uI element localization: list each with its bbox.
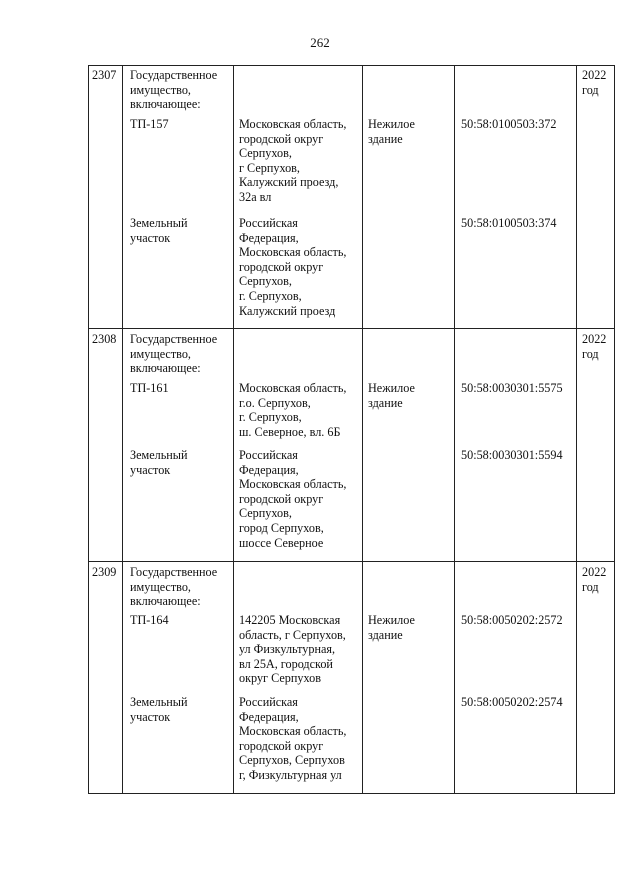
item-name: Земельный участок <box>130 216 188 245</box>
item-cadastral: 50:58:0100503:372 <box>461 117 557 131</box>
item-type: Нежилое здание <box>368 381 415 410</box>
row-divider <box>88 328 615 329</box>
item-type: Нежилое здание <box>368 117 415 146</box>
table-border-top <box>88 65 615 66</box>
item-name: Земельный участок <box>130 448 188 477</box>
item-name: Земельный участок <box>130 695 188 724</box>
row-number: 2307 <box>92 68 117 82</box>
row-year: 2022 год <box>582 565 607 594</box>
column-divider <box>122 65 123 794</box>
row-title: Государственное имущество, включающее: <box>130 565 218 609</box>
column-divider <box>362 65 363 794</box>
row-number: 2309 <box>92 565 117 579</box>
row-year: 2022 год <box>582 332 607 361</box>
row-title: Государственное имущество, включающее: <box>130 68 218 112</box>
item-name: ТП-161 <box>130 381 169 395</box>
item-cadastral: 50:58:0100503:374 <box>461 216 557 230</box>
item-cadastral: 50:58:0050202:2572 <box>461 613 563 627</box>
item-address: Московская область, г.о. Серпухов, г. Серпухов, ш. Северное, вл. 6Б <box>239 381 347 439</box>
table-border-bottom <box>88 793 615 794</box>
item-type: Нежилое здание <box>368 613 415 642</box>
item-name: ТП-157 <box>130 117 169 131</box>
row-title: Государственное имущество, включающее: <box>130 332 218 376</box>
item-address: Российская Федерация, Московская область, городской округ Серпухов, г. Серпухов, Калужский проезд <box>239 216 347 318</box>
page-number: 262 <box>310 35 330 50</box>
table-border-right <box>614 65 615 794</box>
item-cadastral: 50:58:0030301:5594 <box>461 448 563 462</box>
table-border-left <box>88 65 89 794</box>
item-cadastral: 50:58:0030301:5575 <box>461 381 563 395</box>
item-name: ТП-164 <box>130 613 169 627</box>
item-address: Российская Федерация, Московская область, городской округ Серпухов, Серпухов г, Физкультурная ул <box>239 695 347 782</box>
column-divider <box>576 65 577 794</box>
column-divider <box>233 65 234 794</box>
item-cadastral: 50:58:0050202:2574 <box>461 695 563 709</box>
item-address: Московская область, городской округ Серпухов, г Серпухов, Калужский проезд, 32а вл <box>239 117 347 204</box>
row-number: 2308 <box>92 332 117 346</box>
row-divider <box>88 561 615 562</box>
column-divider <box>454 65 455 794</box>
item-address: Российская Федерация, Московская область, городской округ Серпухов, город Серпухов, шоссе Северное <box>239 448 347 550</box>
row-year: 2022 год <box>582 68 607 97</box>
item-address: 142205 Московская область, г Серпухов, ул Физкультурная, вл 25А, городской округ Серпухов <box>239 613 346 686</box>
